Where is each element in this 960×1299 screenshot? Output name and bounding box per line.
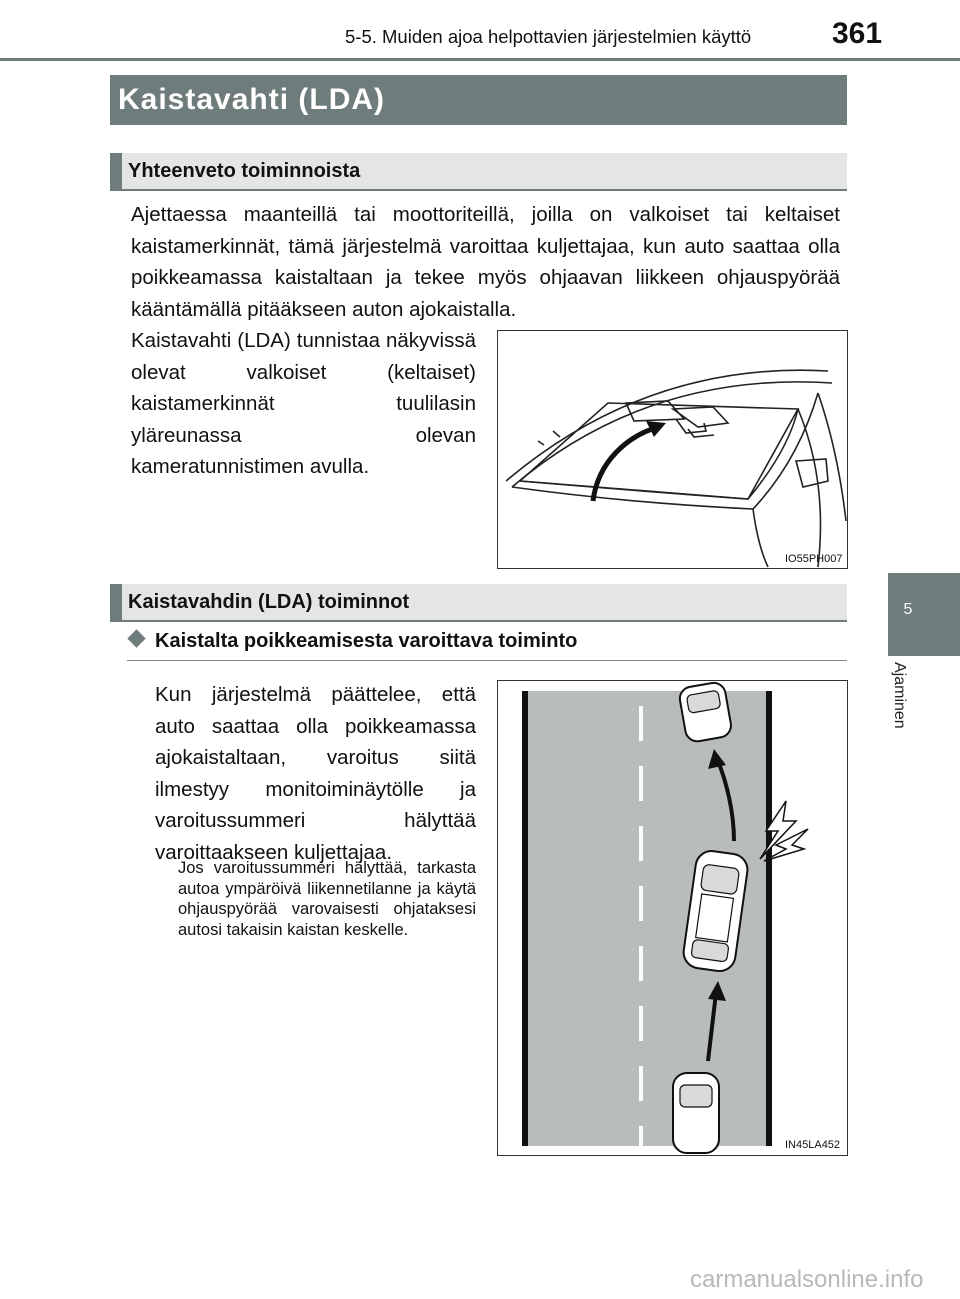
header-rule xyxy=(0,58,960,61)
camera-paragraph: Kaistavahti (LDA) tunnistaa näkyvissä olevat valkoiset (keltaiset) kaistamerkinnät tuulilasin yläreunassa olevan kameratunnistimen avulla. xyxy=(131,329,476,478)
chapter-label-text: Ajaminen xyxy=(891,662,908,729)
page-title-text: Kaistavahti (LDA) xyxy=(118,83,386,116)
car-bottom xyxy=(673,1073,719,1153)
windshield-camera-figure xyxy=(497,330,848,569)
section-accent xyxy=(110,153,122,189)
windshield-illustration xyxy=(498,331,847,568)
section-heading-summary xyxy=(110,153,847,191)
subheading-text: Kaistalta poikkeamisesta varoittava toiminto xyxy=(155,630,578,652)
summary-paragraph: Ajettaessa maanteillä tai moottoriteillä, joilla on valkoiset tai keltaiset kaistamerkinnät, tämä järjestelmä varoittaa kuljettajaa, kun auto saattaa olla poikkeamassa kaistaltaan ja tekee myös ohjaavan liikkeen ohjauspyörää kääntämällä pitääkseen auton ajokaistalla. xyxy=(131,203,840,321)
car-top xyxy=(678,681,733,743)
warning-note: Jos varoitussummeri hälyttää, tarkasta autoa ympäröivä liikennetilanne ja käytä ohjauspyörää varovaisesti ohjataksesi autosi takaisin kaistan keskelle. xyxy=(178,859,476,939)
page-number: 361 xyxy=(832,17,883,50)
header-section-title: 5-5. Muiden ajoa helpottavien järjestelmien käyttö xyxy=(345,26,752,47)
road-right-edge xyxy=(766,691,772,1146)
section-accent xyxy=(110,584,122,620)
road-left-edge xyxy=(522,691,528,1146)
lane-departure-figure xyxy=(497,680,848,1156)
chapter-label xyxy=(893,662,923,752)
diamond-bullet-icon xyxy=(127,629,145,647)
section-heading-text: Kaistavahdin (LDA) toiminnot xyxy=(128,591,410,613)
figure-code: IO55PH007 xyxy=(785,553,843,565)
warning-paragraph: Kun järjestelmä päättelee, että auto saattaa olla poikkeamassa ajokaistaltaan, varoitus siitä ilmestyy monitoiminäytölle ja varoitussummeri hälyttää varoittaakseen kuljettajaa. xyxy=(155,683,476,864)
chapter-number: 5 xyxy=(903,601,913,618)
lane-illustration xyxy=(498,681,847,1155)
chapter-tab[interactable] xyxy=(888,573,960,656)
subheading-lane-departure xyxy=(127,628,847,661)
section-heading-functions xyxy=(110,584,847,622)
figure-code: IN45LA452 xyxy=(785,1139,841,1151)
page-title xyxy=(110,75,847,125)
watermark: carmanualsonline.info xyxy=(690,1266,924,1293)
section-heading-text: Yhteenveto toiminnoista xyxy=(128,160,361,182)
